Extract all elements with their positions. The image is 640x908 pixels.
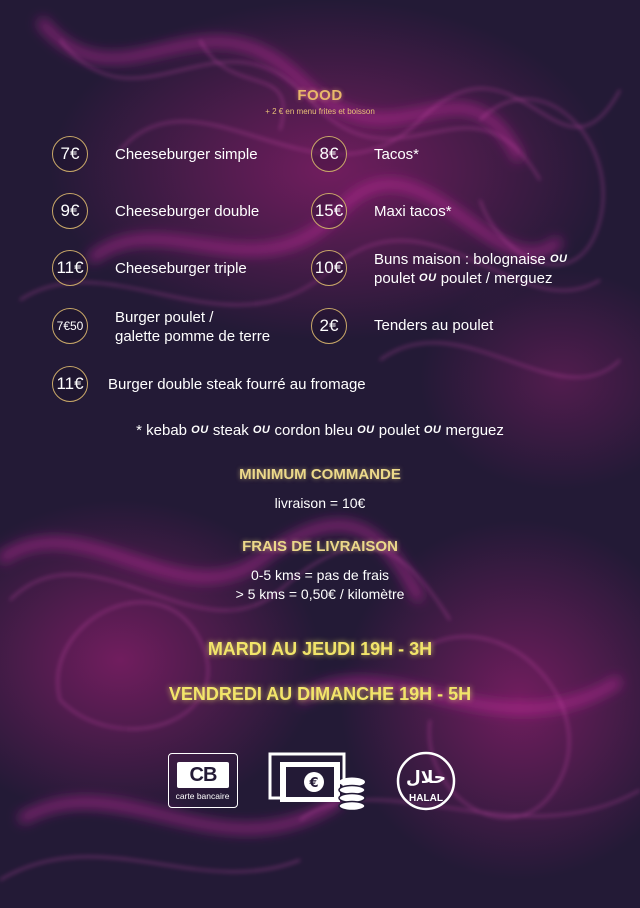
euro-symbol: € — [309, 776, 319, 791]
cb-logo: CB — [177, 762, 229, 788]
menu-item-name: Cheeseburger double — [115, 203, 260, 220]
menu-item-name — [115, 308, 270, 346]
minimum-text: livraison = 10€ — [274, 495, 366, 511]
footnote-text: steak — [212, 422, 249, 439]
ou-word: OU — [423, 424, 442, 436]
menu-item-name: Cheeseburger simple — [115, 146, 258, 163]
footnote-text: cordon bleu — [274, 422, 353, 439]
item-text: poulet — [374, 270, 415, 287]
halal-label: HALAL — [409, 793, 443, 804]
menu-item-name: Tacos* — [374, 146, 420, 163]
menu-item-name: Cheeseburger triple — [115, 260, 247, 277]
price-badge: 7€ — [52, 136, 88, 172]
cb-label: carte bancaire — [175, 791, 230, 801]
delivery-heading: FRAIS DE LIVRAISON — [242, 538, 398, 555]
footnote-text: merguez — [445, 422, 504, 439]
footnote-text: * kebab — [136, 422, 187, 439]
menu-title: FOOD — [297, 87, 343, 104]
price-badge: 8€ — [311, 136, 347, 172]
menu-item-name: Tenders au poulet — [374, 317, 494, 334]
ou-word: OU — [419, 272, 437, 284]
item-text: poulet / merguez — [440, 270, 553, 287]
menu-subtitle: + 2 € en menu frites et boisson — [265, 107, 375, 116]
price-badge: 9€ — [52, 193, 88, 229]
price-badge: 10€ — [311, 250, 347, 286]
menu-item-line: Burger poulet / — [115, 309, 214, 326]
cash-icon — [268, 752, 368, 812]
menu-item-line — [374, 269, 567, 288]
hours-weekdays: MARDI AU JEUDI 19H - 3H — [207, 639, 433, 659]
ou-word: OU — [252, 424, 271, 436]
halal-icon — [395, 750, 457, 812]
minimum-heading: MINIMUM COMMANDE — [239, 466, 401, 483]
menu-item-name: Maxi tacos* — [374, 203, 452, 220]
tacos-footnote — [0, 422, 640, 439]
footnote-text: poulet — [378, 422, 420, 439]
price-badge: 2€ — [311, 308, 347, 344]
delivery-line: > 5 kms = 0,50€ / kilomètre — [235, 586, 405, 602]
price-badge: 11€ — [52, 366, 88, 402]
ou-word: OU — [357, 424, 375, 436]
menu-item-line: galette pomme de terre — [115, 328, 271, 345]
delivery-line: 0-5 kms = pas de frais — [250, 567, 390, 583]
price-badge: 15€ — [311, 193, 347, 229]
price-badge: 11€ — [52, 250, 88, 286]
menu-item-name — [374, 250, 567, 288]
carte-bancaire-icon — [168, 753, 238, 808]
halal-script: حلال — [406, 768, 446, 788]
ou-word: OU — [549, 253, 568, 265]
item-text: Buns maison : bolognaise — [374, 251, 546, 268]
menu-item-line — [374, 250, 567, 269]
hours-weekend: VENDREDI AU DIMANCHE 19H - 5H — [168, 684, 472, 704]
ou-word: OU — [191, 424, 209, 436]
price-badge: 7€50 — [52, 308, 88, 344]
menu-item-name: Burger double steak fourré au fromage — [108, 376, 366, 393]
